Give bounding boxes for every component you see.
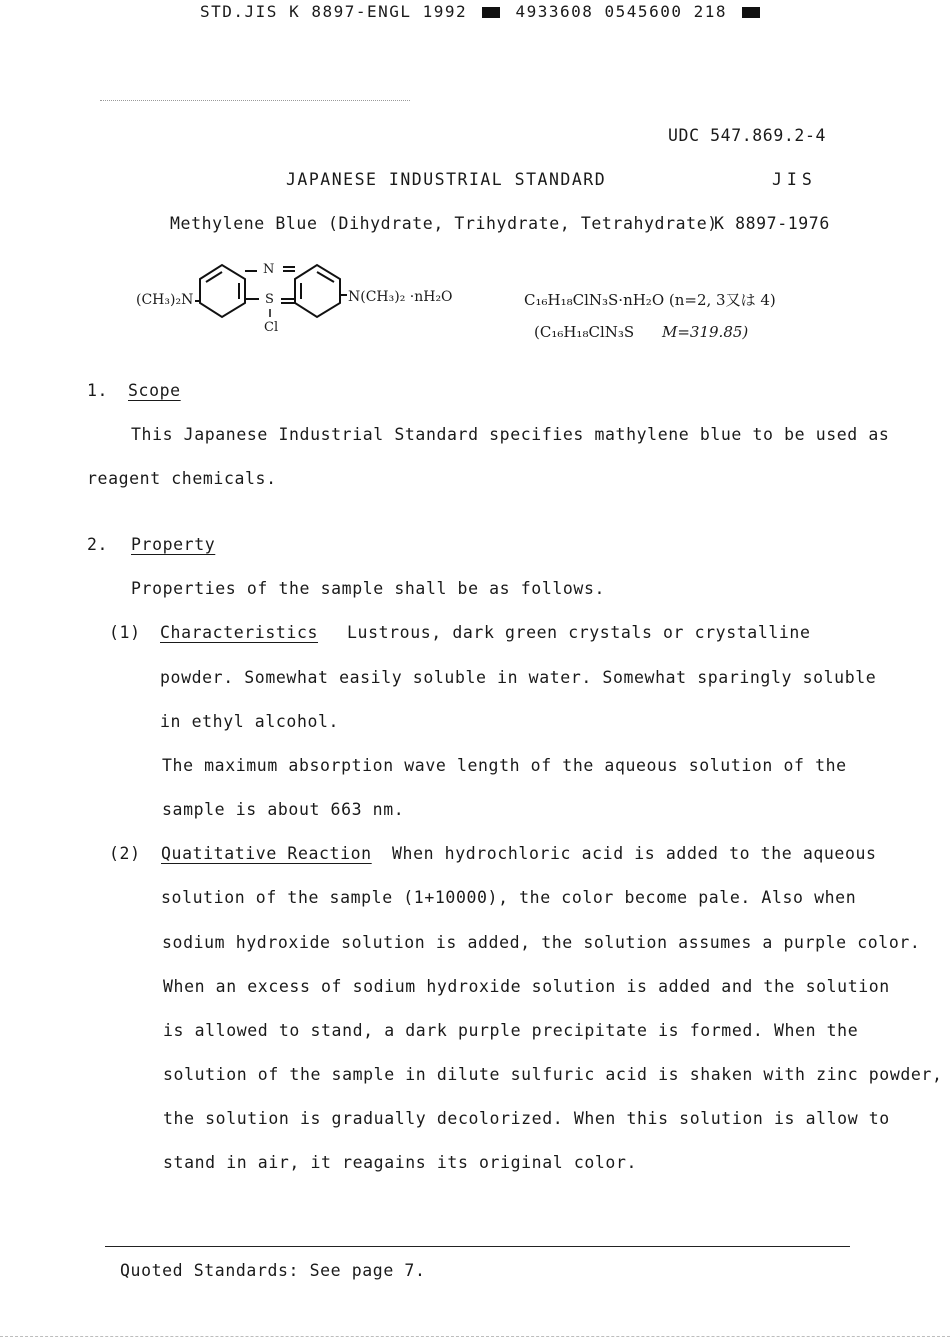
- scan-noise-bottom: [0, 1336, 950, 1337]
- item-1-text-line: Lustrous, dark green crystals or crystalline: [347, 623, 811, 642]
- standard-number: K 8897-1976: [714, 214, 830, 233]
- left-dimethylamino-group: (CH₃)₂N: [136, 292, 194, 308]
- item-1-number: (1): [109, 623, 141, 642]
- barcode-number: 4933608 0545600 218: [515, 2, 727, 21]
- section-1-text-line: This Japanese Industrial Standard specifies mathylene blue to be used as: [131, 425, 890, 444]
- item-2-text-line: stand in air, it reagains its original color.: [163, 1153, 638, 1172]
- section-2-title: Property: [131, 535, 216, 554]
- standard-abbrev: JIS: [772, 170, 817, 189]
- quoted-standards-note: Quoted Standards: See page 7.: [120, 1261, 426, 1280]
- item-1-text-line: sample is about 663 nm.: [162, 800, 405, 819]
- doc-ref: STD.JIS K 8897-ENGL 1992: [200, 2, 468, 21]
- section-1-title: Scope: [128, 381, 181, 400]
- udc-code: UDC 547.869.2-4: [668, 126, 827, 145]
- item-1-text-line: The maximum absorption wave length of the aqueous solution of the: [162, 756, 847, 775]
- item-1-text-line: in ethyl alcohol.: [160, 712, 340, 731]
- item-2-text-line: sodium hydroxide solution is added, the solution assumes a purple color.: [162, 933, 921, 952]
- item-2-text-line: solution of the sample in dilute sulfuric acid is shaken with zinc powder,: [163, 1065, 943, 1084]
- standard-name: JAPANESE INDUSTRIAL STANDARD: [286, 170, 607, 189]
- item-2-title: Quatitative Reaction: [161, 844, 372, 863]
- ring-chlorine: Cl: [264, 320, 279, 335]
- document-stamp-header: [200, 2, 764, 21]
- section-2-number: 2.: [87, 535, 109, 554]
- section-1-text-line: reagent chemicals.: [87, 469, 277, 488]
- molecular-mass: M=319.85): [662, 323, 749, 341]
- item-2-text-line: When hydrochloric acid is added to the aqueous: [392, 844, 877, 863]
- section-2-intro: Properties of the sample shall be as follows.: [131, 579, 606, 598]
- right-dimethylamino-group: N(CH₃)₂ ·nH₂O: [348, 289, 453, 305]
- ring-sulfur: S: [265, 292, 274, 307]
- item-1-text-line: powder. Somewhat easily soluble in water. Somewhat sparingly soluble: [160, 668, 877, 687]
- scan-noise-line: [100, 100, 410, 101]
- footer-divider: [105, 1246, 850, 1247]
- black-bar-mark-end: [742, 7, 760, 18]
- black-bar-mark: [482, 7, 500, 18]
- standard-subject: Methylene Blue (Dihydrate, Trihydrate, Tetrahydrate): [170, 214, 718, 233]
- item-2-text-line: When an excess of sodium hydroxide solution is added and the solution: [163, 977, 890, 996]
- ring-nitrogen: N: [263, 262, 275, 277]
- anhydrous-formula: (C₁₆H₁₈ClN₃S: [534, 323, 635, 341]
- item-2-text-line: the solution is gradually decolorized. When this solution is allow to: [163, 1109, 890, 1128]
- item-2-number: (2): [109, 844, 141, 863]
- section-1-number: 1.: [87, 381, 109, 400]
- molecular-formula: C₁₆H₁₈ClN₃S·nH₂O (n=2, 3又は 4): [524, 291, 776, 309]
- item-1-title: Characteristics: [160, 623, 319, 642]
- item-2-text-line: is allowed to stand, a dark purple precipitate is formed. When the: [163, 1021, 859, 1040]
- item-2-text-line: solution of the sample (1+10000), the color become pale. Also when: [161, 888, 857, 907]
